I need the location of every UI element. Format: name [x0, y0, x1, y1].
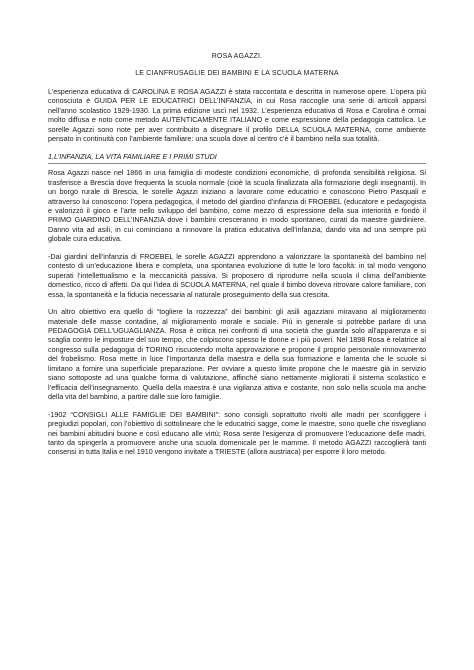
section-heading: 1.L’INFANZIA, LA VITA FAMILIARE E I PRIMI STUDI: [48, 152, 426, 164]
body-paragraph-2: -Dai giardini dell’infanzia di FROEBEL le sorelle AGAZZI apprendono a valorizzare la spontaneità del bambino nel contesto di un’educazione libera e completa, una spontanea evoluzione di tutte le loro facoltà: in tal modo vengono superati l’intellettualismo e la meccanicità passiva. Si proposero di riprodurre nella scuola il clima dell’ambiente domestico, ricco di affetti. Da qui l’idea di SCUOLA MATERNA, nel quale il bimbo doveva ritrovare calore familiare, con essa, la spontaneità e la fiducia necessaria al naturale proseguimento della sua crescita.: [48, 251, 426, 299]
body-paragraph-4: -1902 “CONSIGLI ALLE FAMIGLIE DEI BAMBINI”: sono consigli soprattutto rivolti alle madri per sconfiggere i pregiudizi popolari, con l’obiettivo di sottolineare che le educatrici sagge, come le maestre, sono quelle che risvegliano nei bambini abitudini buone e così educano alle virtù; Rosa sente l’esigenza di promuovere l’educazione delle madri, tanto da spingerla a promuovere anche una scuola domenicale per le mamme. Il metodo AGAZZI raccoglierà tanti consensi in tutta Italia e nel 1910 vengono invitate a TRIESTE (allora austriaca) per esporre il loro metodo.: [48, 409, 426, 457]
body-paragraph-1: Rosa Agazzi nasce nel 1866 in una famiglia di modeste condizioni economiche, di profonda sensibilità religiosa. Si trasferisce a Brescia dove frequenta la scuola normale (cioè la scuola finalizzata alla formazione degli insegnanti). In un borgo rurale di Brescia, le sorelle Agazzi iniziano a lavorare come educatrici e conoscono Pietro Pasquali e attraverso lui conoscono: l’opera pedagogica, il metodo del giardino d’infanzia di FROEBEL (educatore e pedagogista e valorizzò il gioco e l’arte nello sviluppo del bambino, come mezzo di espressione della sua interiorità e fondò il PRIMO GIARDINO DELL’INFANZIA dove i bambini cresceranno in modo spontaneo, curati da maestre giardiniere. Danno vita ad asili, in cui cominciano a rinnovare la pratica educativa dell’infanzia, dando vita ad una sempre più globale cura educativa.: [48, 168, 426, 244]
body-paragraph-3: Un altro obiettivo era quello di “togliere la rozzezza” dei bambini: gli asili agazziani miravano al miglioramento materiale delle masse contadine, al miglioramento morale e sociale. Più in generale si potrebbe parlare di una PEDAGOGIA DELL’UGUAGLIANZA. Rosa è critica nei confronti di una società che guarda solo all’apparenza e si scaglia contro le imposture del suo tempo, che colpiscono spesso le donne e i più poveri. Nel 1898 Rosa è relatrice al congresso sulla pedagogia di TORINO riscuotendo molta approvazione e propone il proprio personale rinnovamento del frobelismo. Rosa mette in luce l’importanza della maestra e della sua formazione e lamenta che le scuole si limitano a fornire una superficiale preparazione. Per ovviare a questo limite propone che le maestre già in servizio siano sottoposte ad una qualche forma di valutazione, affinché siano nettamente migliorati il sistema scolastico e l’efficacia dell’insegnamento. Quella della maestra è una vigilanza attiva e costante, non solo nella scuola ma anche della vita del bambino, a partire dalle sue loro famiglie.: [48, 307, 426, 402]
document-subtitle: LE CIANFRUSAGLIE DEI BAMBINI E LA SCUOLA MATERNA: [135, 70, 339, 77]
document-title: ROSA AGAZZI.: [211, 53, 263, 60]
intro-paragraph: L’esperienza educativa di CAROLINA E ROSA AGAZZI è stata raccontata e descritta in numerose opere. L’opera più conosciuta è GUIDA PER LE EDUCATRICI DELL’INFANZIA, in cui Rosa raccoglie una serie di articoli apparsi nell’anno scolastico 1929-1930. La prima edizione uscì nel 1932. L’esperienza educativa di Rosa e Carolina è ormai molto diffusa e noto come metodo AUTENTICAMENTE ITALIANO e come espressione della pedagogia cattolica. Le sorelle Agazzi sono note per aver contribuito a disegnare il profilo DELLA SCUOLA MATERNA, come ambiente pensato in continuità con l’ambiente familiare: una scuola dove al centro c’è il bambino nella sua totalità.: [48, 87, 426, 144]
